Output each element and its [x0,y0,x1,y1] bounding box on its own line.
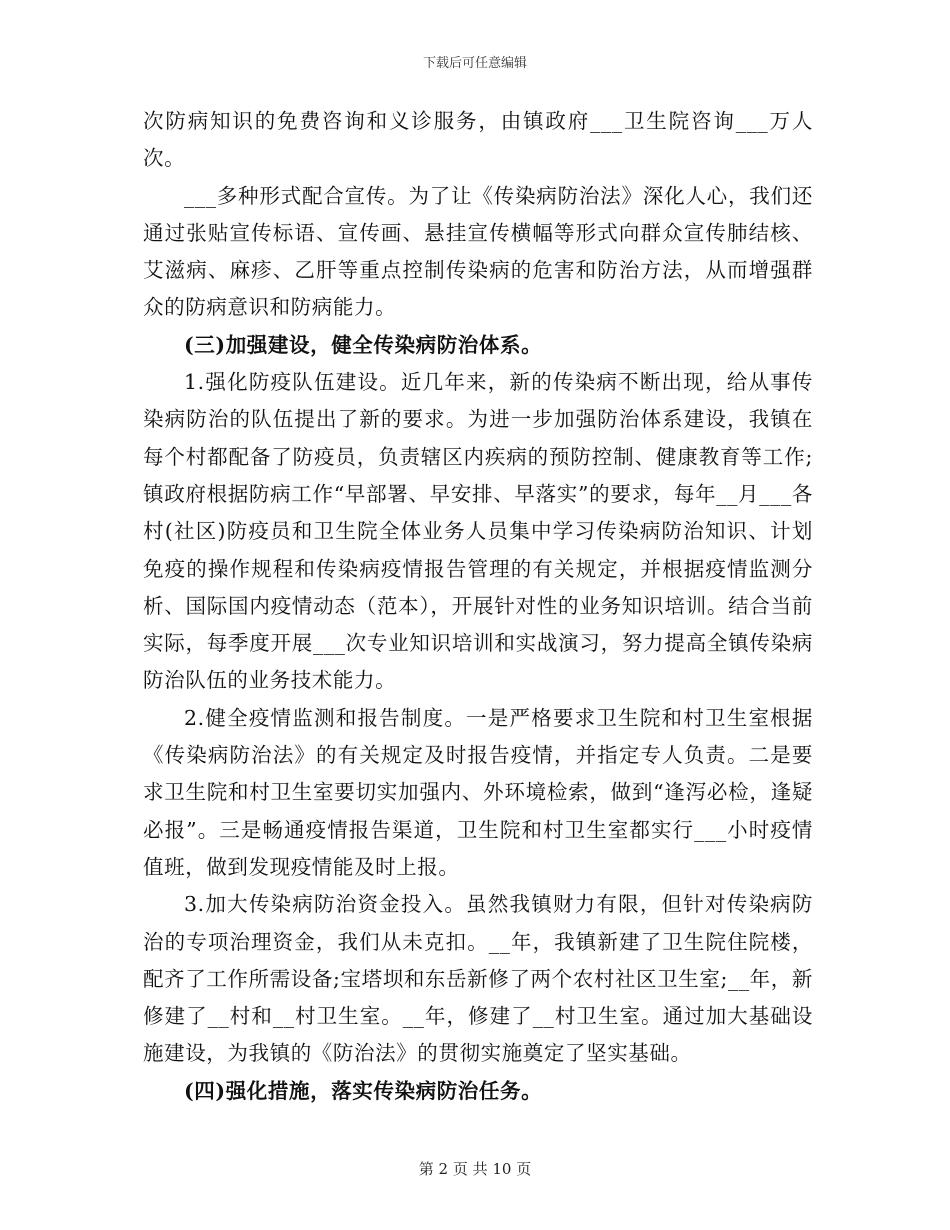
page-header: 下载后可任意编辑 [422,56,527,71]
page-footer: 第 2 页 共 10 页 [418,1160,532,1178]
section-heading-four: (四)强化措施，落实传染病防治任务。 [184,1078,543,1103]
paragraph-continuation: 次防病知识的免费咨询和义诊服务，由镇政府___卫生院咨询___万人次。 [143,109,813,171]
paragraph-monitoring-report: 2.健全疫情监测和报告制度。一是严格要求卫生院和村卫生室根据《传染病防治法》的有关规定及时报告疫情，并指定专人负责。二是要求卫生院和村卫生室要切实加强内、外环境检索，做到“逢泻必检，逢疑必报”。三是畅通疫情报告渠道，卫生院和村卫生室都实行___小时疫情值班，做到发现疫情能及时上报。 [143,705,813,879]
section-heading-three: (三)加强建设，健全传染病防治体系。 [184,332,543,357]
document-body [143,103,813,1110]
paragraph-epidemic-team: 1.强化防疫队伍建设。近几年来，新的传染病不断出现，给从事传染病防治的队伍提出了新的要求。为进一步加强防治体系建设，我镇在每个村都配备了防疫员，负责辖区内疾病的预防控制、健康教育等工作;镇政府根据防病工作“早部署、早安排、早落实”的要求，每年__月___各村(社区)防疫员和卫生院全体业务人员集中学习传染病防治知识、计划免疫的操作规程和传染病疫情报告管理的有关规定，并根据疫情监测分析、国际国内疫情动态（范本），开展针对性的业务知识培训。结合当前实际，每季度开展___次专业知识培训和实战演习，努力提高全镇传染病防治队伍的业务技术能力。 [143,370,813,693]
paragraph-funding: 3.加大传染病防治资金投入。虽然我镇财力有限，但针对传染病防治的专项治理资金，我们从未克扣。__年，我镇新建了卫生院住院楼，配齐了工作所需设备;宝塔坝和东岳新修了两个农村社区卫生室;__年，新修建了__村和__村卫生室。__年，修建了__村卫生室。通过加大基础设施建设，为我镇的《防治法》的贯彻实施奠定了坚实基础。 [143,892,813,1066]
paragraph-publicity: ___多种形式配合宣传。为了让《传染病防治法》深化人心，我们还通过张贴宣传标语、宣传画、悬挂宣传横幅等形式向群众宣传肺结核、艾滋病、麻疹、乙肝等重点控制传染病的危害和防治方法，从而增强群众的防病意识和防病能力。 [143,183,813,320]
